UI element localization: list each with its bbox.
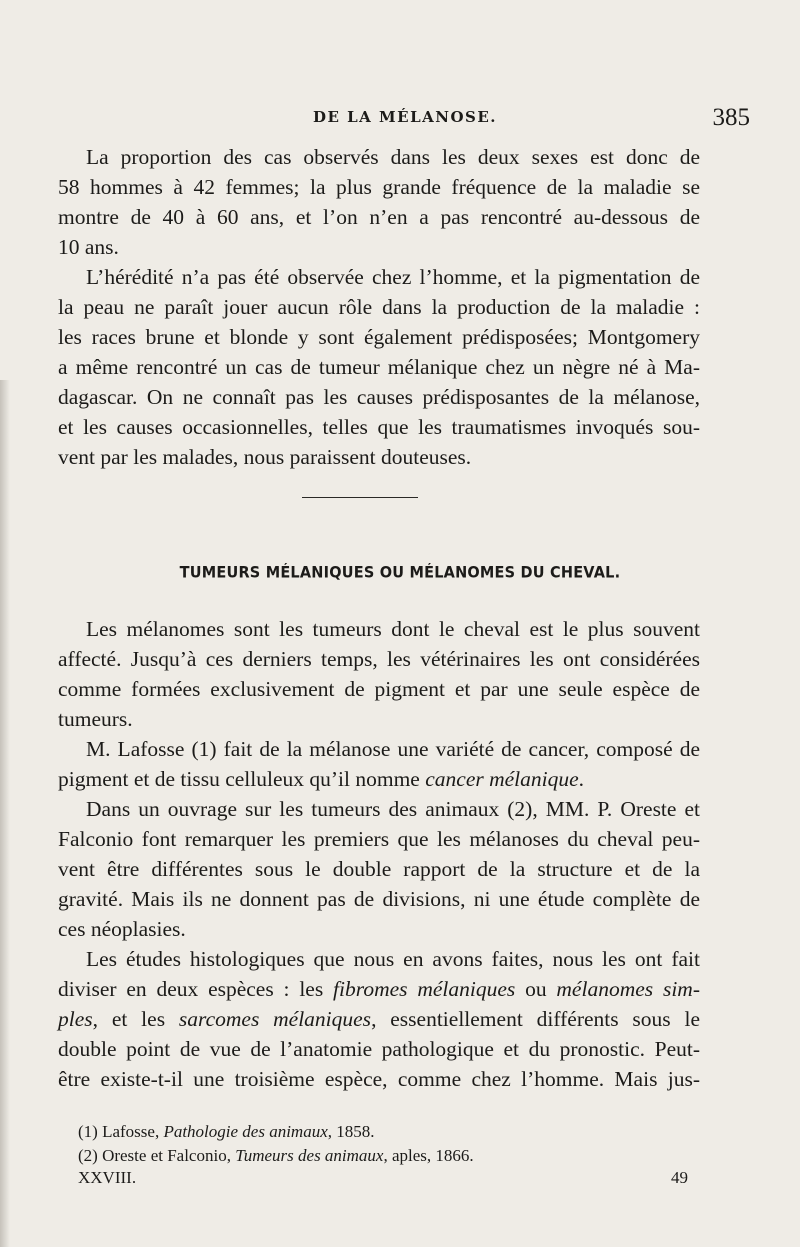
text-line: [58, 1004, 700, 1034]
text-line: ces néoplasies.: [58, 917, 186, 941]
text-segment: ou: [515, 977, 557, 1001]
text-line: L’hérédité n’a pas été observée chez l’homme, et la pigmentation de: [86, 265, 700, 289]
page-number: 385: [712, 104, 750, 131]
text-segment: , et les: [92, 1007, 179, 1031]
text-line: a même rencontré un cas de tumeur mélanique chez un nègre né à Ma-: [58, 355, 700, 379]
text-segment: , essentiellement différents sous le: [371, 1007, 701, 1031]
text-segment: diviser en deux espèces : les: [58, 977, 334, 1001]
section-title: TUMEURS MÉLANIQUES OU MÉLANOMES DU CHEVAL.: [179, 564, 621, 582]
footnotes: [78, 1120, 698, 1168]
text-line: 58 hommes à 42 femmes; la plus grande fréquence de la maladie se: [58, 175, 700, 199]
footnote-1: [78, 1120, 698, 1144]
text-line: Les études histologiques que nous en avons faites, nous les ont fait: [86, 947, 700, 971]
text-line: vent par les malades, nous paraissent douteuses.: [58, 445, 472, 469]
paragraph-lafosse: [58, 734, 700, 794]
italic-term: fibromes mélaniques: [333, 977, 516, 1001]
text-line: La proportion des cas observés dans les deux sexes est donc de: [86, 145, 700, 169]
footnote-text: , 1858.: [327, 1122, 375, 1141]
text-line: [58, 974, 700, 1004]
text-line: M. Lafosse (1) fait de la mélanose une variété de cancer, composé de: [86, 737, 700, 761]
text-segment: .: [578, 767, 585, 791]
italic-term: mélanomes sim-: [556, 977, 700, 1001]
paragraph-sex-ratio: [58, 142, 700, 262]
text-line: comme formées exclusivement de pigment et par une seule espèce de: [58, 677, 700, 701]
text-line: Les mélanomes sont les tumeurs dont le cheval est le plus souvent: [86, 617, 700, 641]
text-line: les races brune et blonde y sont également prédisposées; Montgomery: [58, 325, 700, 349]
text-line: Dans un ouvrage sur les tumeurs des animaux (2), MM. P. Oreste et: [86, 797, 700, 821]
footnote-text: (1) Lafosse,: [78, 1122, 164, 1141]
text-line: tumeurs.: [58, 707, 133, 731]
footnote-title: Tumeurs des animaux: [235, 1146, 384, 1165]
paragraph-oreste-falconio: [58, 794, 700, 944]
text-line: Falconio font remarquer les premiers que les mélanoses du cheval peu-: [58, 827, 700, 851]
text-line: affecté. Jusqu’à ces derniers temps, les vétérinaires les ont considérées: [58, 647, 700, 671]
text-line: vent être différentes sous le double rapport de la structure et de la: [58, 857, 700, 881]
text-line: et les causes occasionnelles, telles que les traumatismes invoqués sou-: [58, 415, 700, 439]
text-line: la peau ne paraît jouer aucun rôle dans la production de la maladie :: [58, 295, 700, 319]
italic-term: cancer mélanique: [425, 767, 579, 791]
sheet-signature: 49: [671, 1168, 688, 1187]
text-line: gravité. Mais ils ne donnent pas de divisions, ni une étude complète de: [58, 887, 700, 911]
page-header: [60, 104, 750, 134]
text-line: dagascar. On ne connaît pas les causes prédisposantes de la mélanose,: [58, 385, 700, 409]
text-line: 10 ans.: [58, 235, 119, 259]
italic-term: ples: [58, 1007, 93, 1031]
text-segment: pigment et de tissu celluleux qu’il nomme: [58, 767, 420, 791]
text-line: [58, 764, 700, 794]
footnote-text: , aples, 1866.: [383, 1146, 474, 1165]
page-edge-shadow: [0, 380, 10, 1247]
paragraph-heredity: [58, 262, 700, 472]
text-line: montre de 40 à 60 ans, et l’on n’en a pas rencontré au-dessous de: [58, 205, 700, 229]
footnote-title: Pathologie des animaux: [163, 1122, 328, 1141]
italic-term: sarcomes mélaniques: [178, 1007, 372, 1031]
running-title: DE LA MÉLANOSE.: [312, 108, 498, 126]
volume-signature: XXVIII.: [78, 1168, 137, 1187]
text-line: être existe-t-il une troisième espèce, comme chez l’homme. Mais jus-: [58, 1067, 700, 1091]
text-line: double point de vue de l’anatomie pathologique et du pronostic. Peut-: [58, 1037, 700, 1061]
paragraph-histology: [58, 944, 700, 1094]
section-divider: [302, 497, 418, 498]
footnote-2: [78, 1144, 698, 1168]
paragraph-melanomas-horse: [58, 614, 700, 734]
footnote-text: (2) Oreste et Falconio,: [78, 1146, 236, 1165]
